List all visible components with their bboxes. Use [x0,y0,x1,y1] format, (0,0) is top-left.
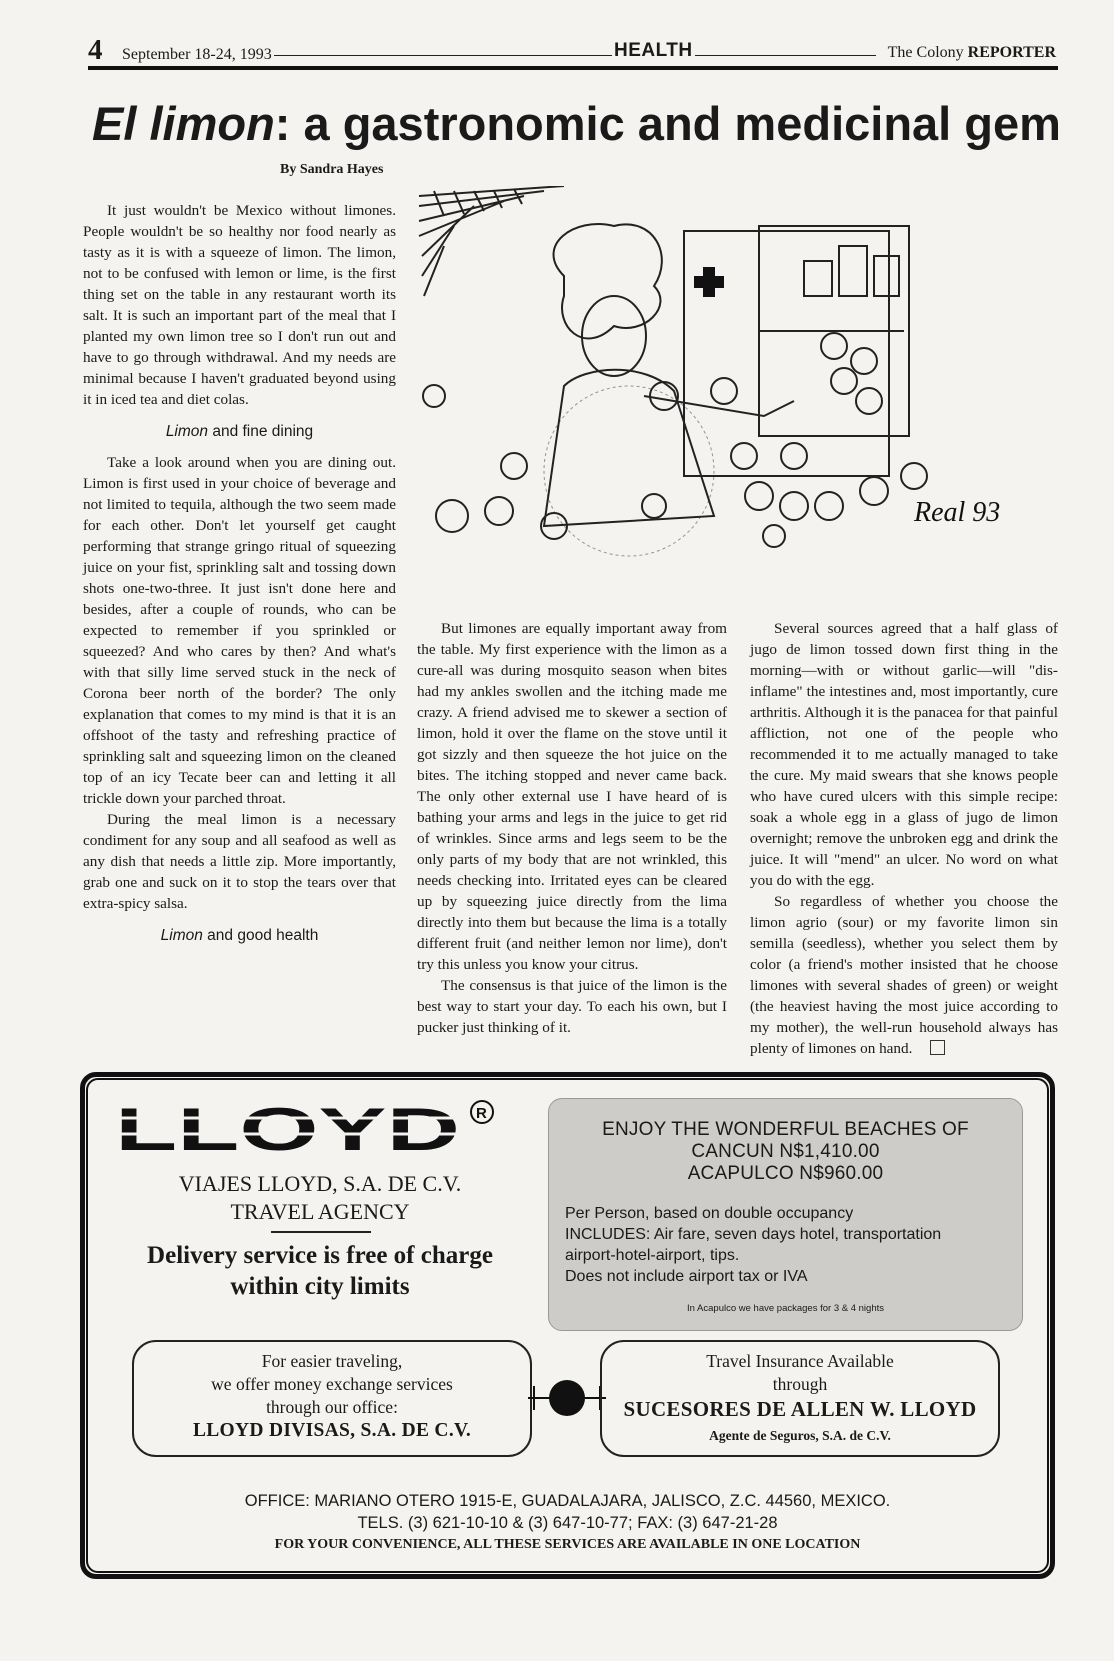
money-exchange-box: For easier traveling, we offer money exchange services through our office: LLOYD DIVISAS, S.A. DE C.V. [132,1340,532,1457]
paragraph: Take a look around when you are dining out. Limon is first used in your choice of beverage and not limited to tequila, although the two seem made for each other. Don't let yourself get caught performing that strange gringo ritual of squeezing juice on your fist, sprinkling salt and tossing down shots one-two-three. It just isn't done here and besides, after a couple of rounds, who can be expected to remember if you sprinkled or squeezed? And who cares by then? And what's with that silly lime served stuck in the neck of Corona beer north of the border? The only explanation that comes to my mind is that it is an offshoot of the tasty and refreshing practice of sprinkling salt and squeezing limon on the cleaned top of an icy Tecate beer can and letting it all trickle down your parched throat. [83,454,396,807]
subheading-good-health: Limon and good health [160,927,319,944]
byline: By Sandra Hayes [280,162,384,177]
cartoon-illustration [414,186,1064,586]
section-title: HEALTH [614,40,693,61]
headline: El limon: a gastronomic and medicinal gem [92,97,1061,150]
cartoon-signature: Real 93 [914,497,1001,528]
paragraph: But limones are equally important away from the table. My first experience with the limon as a cure-all was during mosquito season when bites had my ankles swollen and the itching made me crazy. A friend advised me to skewer a section of limon, hold it over the flame on the stove until it got sizzly and then squeeze the hot juice on the bites. The itching stopped and never came back. The only other external use I have heard of is bathing your arms and legs in the juice to get rid of wrinkles. Since arms and legs seem to be the only parts of my body that are not wrinkled, this needs checking into. Irritated eyes can be cleared up by squeezing juice directly from the lima directly into them but because the lima is a totally different fruit (and neither lemon nor lime), don't try this unless you know your citrus. [417,620,727,973]
beach-offer-title: ENJOY THE WONDERFUL BEACHES OF CANCUN N$1,410.00 ACAPULCO N$960.00 [602,1119,969,1184]
insurance-company-name: SUCESORES DE ALLEN W. LLOYD [623,1397,977,1421]
agency-block [120,1170,520,1226]
paragraph: It just wouldn't be Mexico without limones. People wouldn't be so healthy nor food nearly as tasty as it is with a squeeze of limon. The limon, not to be confused with lemon or lime, is the first thing set on the table in any restaurant worth its salt. It is such an important part of the meal that I planted my own limon tree so I don't run out and have to go through withdrawal. And my needs are minimal because I haven't graduated beyond using it in iced tea and diet colas. [83,202,396,408]
paragraph: The consensus is that juice of the limon is the best way to start your day. To each his own, but I pucker just thinking of it. [417,977,727,1036]
page-number: 4 [88,34,103,66]
exchange-office-name: LLOYD DIVISAS, S.A. DE C.V. [192,1420,472,1441]
article-column-1-top [83,200,396,451]
article-column-3 [750,618,1058,1059]
issue-date: September 18-24, 1993 [122,46,272,63]
travel-insurance-box: Travel Insurance Available through SUCESORES DE ALLEN W. LLOYD Agente de Seguros, S.A. de C.V. [600,1340,1000,1457]
office-address: OFFICE: MARIANO OTERO 1915-E, GUADALAJARA, JALISCO, Z.C. 44560, MEXICO. TELS. (3) 621-10-10 & (3) 647-10-77; FAX: (3) 647-21-28 [244,1492,891,1532]
delivery-notice: Delivery service is free of charge within city limits [147,1242,493,1300]
agency-divider [271,1231,371,1233]
page-header [88,34,1056,66]
subheading-fine-dining: Limon and fine dining [165,423,314,440]
convenience-note: FOR YOUR CONVENIENCE, ALL THESE SERVICES ARE AVAILABLE IN ONE LOCATION [274,1537,861,1552]
logo-text: LLOYD [115,1100,460,1160]
header-line [274,55,876,56]
beach-offer-note: In Acapulco we have packages for 3 & 4 nights [687,1303,884,1314]
article-column-2 [417,618,727,1038]
header-rule [88,66,1058,70]
end-mark [930,1040,945,1055]
beach-offer-details: Per Person, based on double occupancy INCLUDES: Air fare, seven days hotel, transportation airport-hotel-airport, tips. Does not include airport tax or IVA [565,1205,942,1285]
beach-offer-box [548,1098,1023,1331]
article-column-1-bottom [83,452,396,955]
agency-label: TRAVEL AGENCY [230,1199,410,1224]
svg-text:R: R [476,1105,487,1122]
lloyd-logo [110,1100,510,1160]
paragraph: Several sources agreed that a half glass of jugo de limon tossed down first thing in the morning—with or without garlic—will "dis-inflame" the intestines and, most importantly, cure arthritis. Although it is the panacea for that painful affliction, not one of the people who recommended it to me actually managed to take the cure. My maid swears that she knows people who have cured ulcers with this simple recipe: soak a whole egg in a glass of jugo de limon overnight; remove the unbroken egg and drink the juice. It will "mend" an ulcer. No word on what you do with the egg. [750,620,1058,889]
connector-dot [528,1378,606,1418]
paragraph: So regardless of whether you choose the limon agrio (sour) or my favorite limon sin semilla (seedless), whether you select them by color (a friend's mother insisted that he choose limones with several shades of green) or weight (the heaviest having the most juice according to my mother), the well-run household always has plenty of limones on hand. [750,893,1058,1057]
publication-name: The Colony REPORTER [884,44,1056,62]
company-name: VIAJES LLOYD, S.A. DE C.V. [178,1171,462,1196]
paragraph: During the meal limon is a necessary condiment for any soup and all seafood as well as any dish that needs a little zip. More importantly, grab one and suck on it to stop the tears over that extra-spicy salsa. [83,811,396,912]
